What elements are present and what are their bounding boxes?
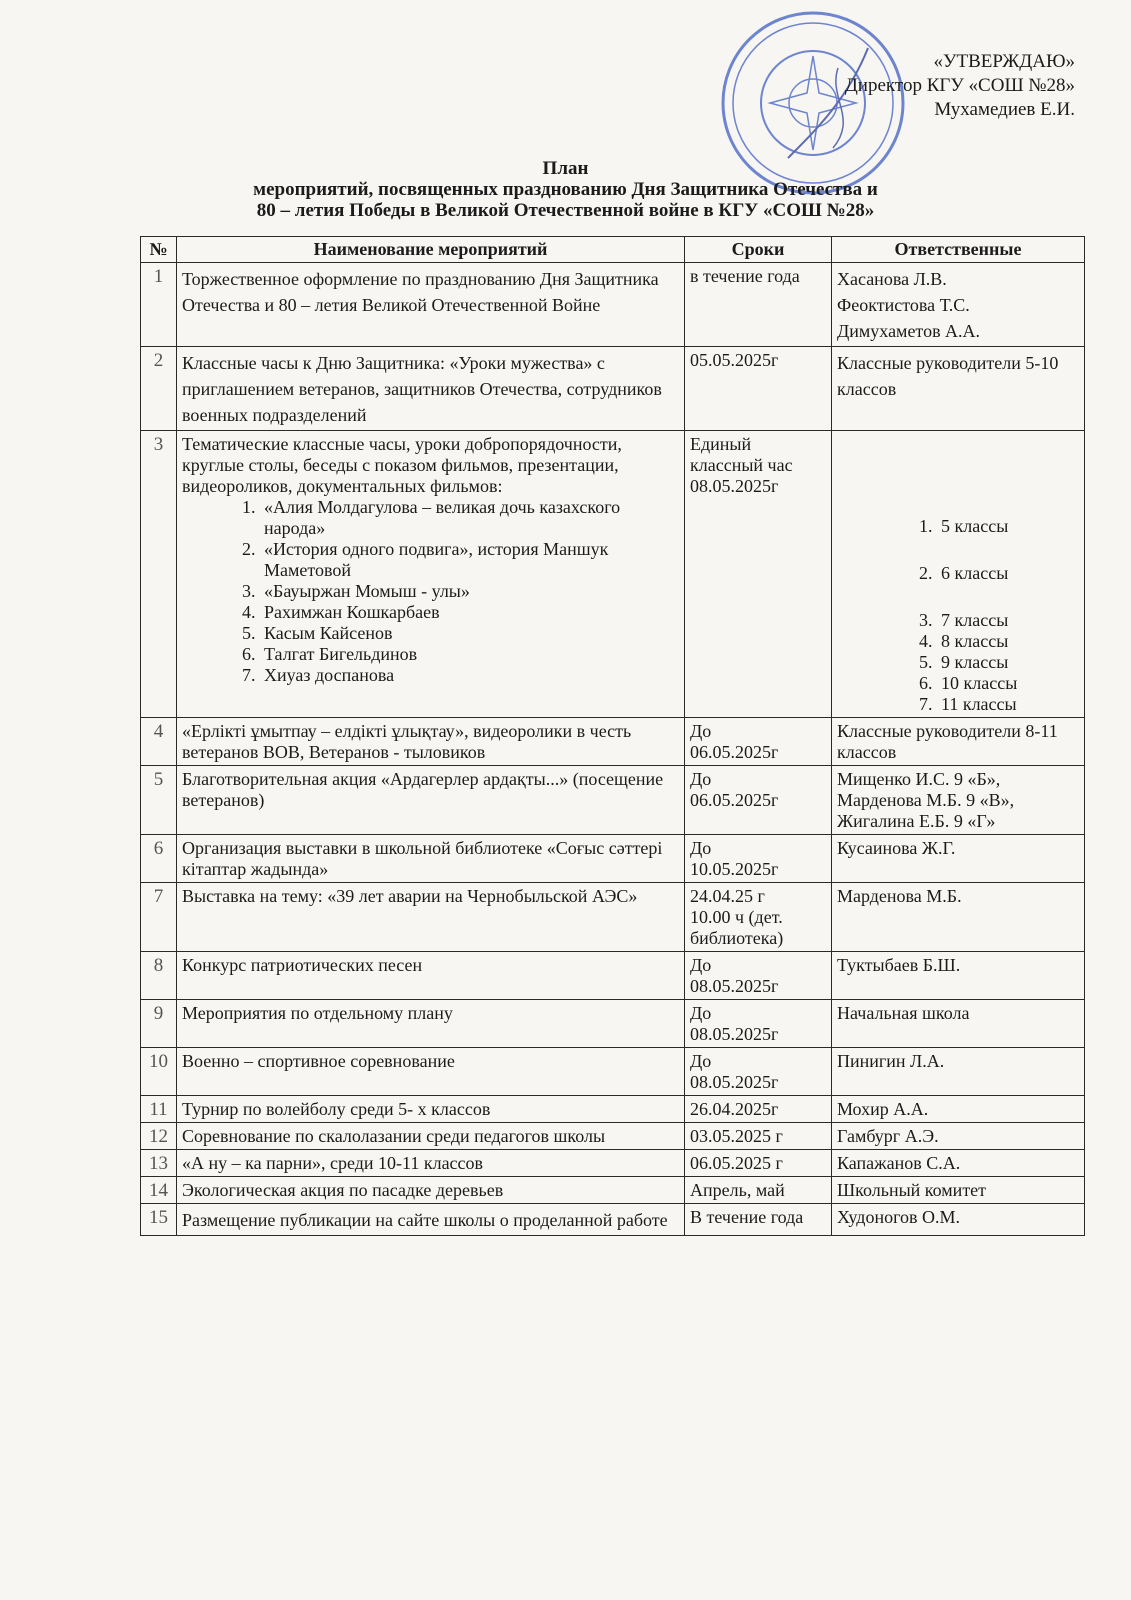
header-number: № <box>141 237 177 263</box>
date-line: До <box>690 769 712 789</box>
row-responsible: Гамбург А.Э. <box>832 1123 1085 1150</box>
date-line: До <box>690 1003 712 1023</box>
date-line: До <box>690 838 712 858</box>
table-row <box>141 766 1085 835</box>
date-line: 08.05.2025г <box>690 1024 779 1044</box>
date-line: 06.05.2025г <box>690 790 779 810</box>
row-responsible: Пинигин Л.А. <box>832 1048 1085 1096</box>
date-line: Единый классный час <box>690 434 793 475</box>
table-row <box>141 952 1085 1000</box>
row-responsible: Капажанов С.А. <box>832 1150 1085 1177</box>
row-date <box>685 835 832 883</box>
table-row <box>141 1204 1085 1236</box>
title-line-2: мероприятий, посвященных празднованию Дня Защитника Отечества и <box>253 179 878 200</box>
date-line: 08.05.2025г <box>690 976 779 996</box>
row-date: 05.05.2025г <box>685 347 832 431</box>
row-number: 4 <box>141 718 177 766</box>
table-row <box>141 1096 1085 1123</box>
table-row <box>141 431 1085 718</box>
list-item: 4. Рахимжан Кошкарбаев <box>260 602 679 623</box>
list-item: 2. 6 классы <box>937 563 1079 584</box>
date-line: 24.04.25 г <box>690 886 765 906</box>
row-number: 8 <box>141 952 177 1000</box>
table-row <box>141 1123 1085 1150</box>
row-number: 12 <box>141 1123 177 1150</box>
row-number: 1 <box>141 263 177 347</box>
table-row <box>141 263 1085 347</box>
row-responsible: Марденова М.Б. <box>832 883 1085 952</box>
list-item: 2. «История одного подвига», история Маншук Маметовой <box>260 539 679 581</box>
row-name: Организация выставки в школьной библиотеке «Соғыс сәттері кітаптар жадында» <box>177 835 685 883</box>
table-row <box>141 1000 1085 1048</box>
row-responsible <box>832 766 1085 835</box>
list-item: 3. «Бауыржан Момыш - улы» <box>260 581 679 602</box>
list-item: 6. 10 классы <box>937 673 1079 694</box>
row-number: 7 <box>141 883 177 952</box>
table-row <box>141 883 1085 952</box>
title-line-1: План <box>542 158 589 179</box>
list-item: 1. «Алия Молдагулова – великая дочь казахского народа» <box>260 497 679 539</box>
row-number: 5 <box>141 766 177 835</box>
document-title <box>0 158 1131 221</box>
table-row <box>141 1150 1085 1177</box>
date-line: До <box>690 955 712 975</box>
table-row <box>141 347 1085 431</box>
events-table <box>140 236 1085 1236</box>
row-name <box>177 431 685 718</box>
row-responsible: Мохир А.А. <box>832 1096 1085 1123</box>
row-responsible: Классные руководители 5-10 классов <box>832 347 1085 431</box>
responsible-name: Мищенко И.С. 9 «Б», <box>837 769 1001 789</box>
list-item: 7. Хиуаз доспанова <box>260 665 679 686</box>
row-date <box>685 766 832 835</box>
approval-block <box>845 50 1075 122</box>
responsible-name: Жигалина Е.Б. 9 «Г» <box>837 811 996 831</box>
row-date <box>685 431 832 718</box>
row-responsible <box>832 263 1085 347</box>
row-responsible: Классные руководители 8-11 классов <box>832 718 1085 766</box>
responsible-name: Хасанова Л.В. <box>837 269 947 289</box>
row-number: 14 <box>141 1177 177 1204</box>
table-row <box>141 1048 1085 1096</box>
list-item: 3. 7 классы <box>937 610 1079 631</box>
film-list <box>182 497 679 686</box>
row-date <box>685 718 832 766</box>
responsible-name: Марденова М.Б. 9 «В», <box>837 790 1015 810</box>
approval-line-3: Мухамедиев Е.И. <box>934 99 1075 120</box>
header-name: Наименование мероприятий <box>177 237 685 263</box>
responsible-name: Димухаметов А.А. <box>837 321 981 341</box>
responsible-name: Феоктистова Т.С. <box>837 295 970 315</box>
row-number: 10 <box>141 1048 177 1096</box>
row-name: Экологическая акция по пасадке деревьев <box>177 1177 685 1204</box>
row-name: Размещение публикации на сайте школы о проделанной работе <box>177 1204 685 1236</box>
row-date: 06.05.2025 г <box>685 1150 832 1177</box>
row-name: Благотворительная акция «Ардагерлер ардақты...» (посещение ветеранов) <box>177 766 685 835</box>
row-responsible: Худоногов О.М. <box>832 1204 1085 1236</box>
row-number: 11 <box>141 1096 177 1123</box>
class-list <box>837 516 1079 715</box>
approval-line-2: Директор КГУ «СОШ №28» <box>844 75 1075 96</box>
date-line: 06.05.2025г <box>690 742 779 762</box>
date-line: 08.05.2025г <box>690 1072 779 1092</box>
list-item: 6. Талгат Бигельдинов <box>260 644 679 665</box>
row-name: Турнир по волейболу среди 5- х классов <box>177 1096 685 1123</box>
date-line: До <box>690 1051 712 1071</box>
row-responsible: Школьный комитет <box>832 1177 1085 1204</box>
row-date: В течение года <box>685 1204 832 1236</box>
row-date: 03.05.2025 г <box>685 1123 832 1150</box>
row-responsible: Кусаинова Ж.Г. <box>832 835 1085 883</box>
row-name: «Ерлікті ұмытпау – елдікті ұлықтау», видеоролики в честь ветеранов ВОВ, Ветеранов - тыловиков <box>177 718 685 766</box>
row-number: 15 <box>141 1204 177 1236</box>
row-name: Классные часы к Дню Защитника: «Уроки мужества» с приглашением ветеранов, защитников Отечества, сотрудников военных подразделений <box>177 347 685 431</box>
date-line: До <box>690 721 712 741</box>
row-name: Торжественное оформление по празднованию Дня Защитника Отечества и 80 – летия Великой Отечественной Войне <box>177 263 685 347</box>
title-line-3: 80 – летия Победы в Великой Отечественной войне в КГУ «СОШ №28» <box>256 200 875 221</box>
row-date <box>685 1048 832 1096</box>
row-name-intro: Тематические классные часы, уроки добропорядочности, круглые столы, беседы с показом фильмов, презентации, видеороликов, документальных фильмов: <box>182 434 622 496</box>
list-item: 5. 9 классы <box>937 652 1079 673</box>
row-date <box>685 883 832 952</box>
row-date: Апрель, май <box>685 1177 832 1204</box>
date-line: 10.05.2025г <box>690 859 779 879</box>
table-header-row <box>141 237 1085 263</box>
row-number: 3 <box>141 431 177 718</box>
approval-line-1: «УТВЕРЖДАЮ» <box>933 51 1075 72</box>
row-number: 13 <box>141 1150 177 1177</box>
list-item: 5. Касым Кайсенов <box>260 623 679 644</box>
row-name: Конкурс патриотических песен <box>177 952 685 1000</box>
date-line: 10.00 ч (дет. библиотека) <box>690 907 784 948</box>
list-item: 4. 8 классы <box>937 631 1079 652</box>
row-date: 26.04.2025г <box>685 1096 832 1123</box>
row-name: Мероприятия по отдельному плану <box>177 1000 685 1048</box>
list-item: 1. 5 классы <box>937 516 1079 537</box>
row-number: 2 <box>141 347 177 431</box>
row-number: 6 <box>141 835 177 883</box>
row-number: 9 <box>141 1000 177 1048</box>
list-item: 7. 11 классы <box>937 694 1079 715</box>
row-date: в течение года <box>685 263 832 347</box>
row-responsible: Начальная школа <box>832 1000 1085 1048</box>
row-name: Военно – спортивное соревнование <box>177 1048 685 1096</box>
row-date <box>685 1000 832 1048</box>
row-responsible <box>832 431 1085 718</box>
row-name: Выставка на тему: «39 лет аварии на Чернобыльской АЭС» <box>177 883 685 952</box>
header-responsible: Ответственные <box>832 237 1085 263</box>
row-name: «А ну – ка парни», среди 10-11 классов <box>177 1150 685 1177</box>
date-line: 08.05.2025г <box>690 476 779 496</box>
table-row <box>141 835 1085 883</box>
row-name: Соревнование по скалолазании среди педагогов школы <box>177 1123 685 1150</box>
row-responsible: Туктыбаев Б.Ш. <box>832 952 1085 1000</box>
row-date <box>685 952 832 1000</box>
table-row <box>141 718 1085 766</box>
header-dates: Сроки <box>685 237 832 263</box>
table-row <box>141 1177 1085 1204</box>
